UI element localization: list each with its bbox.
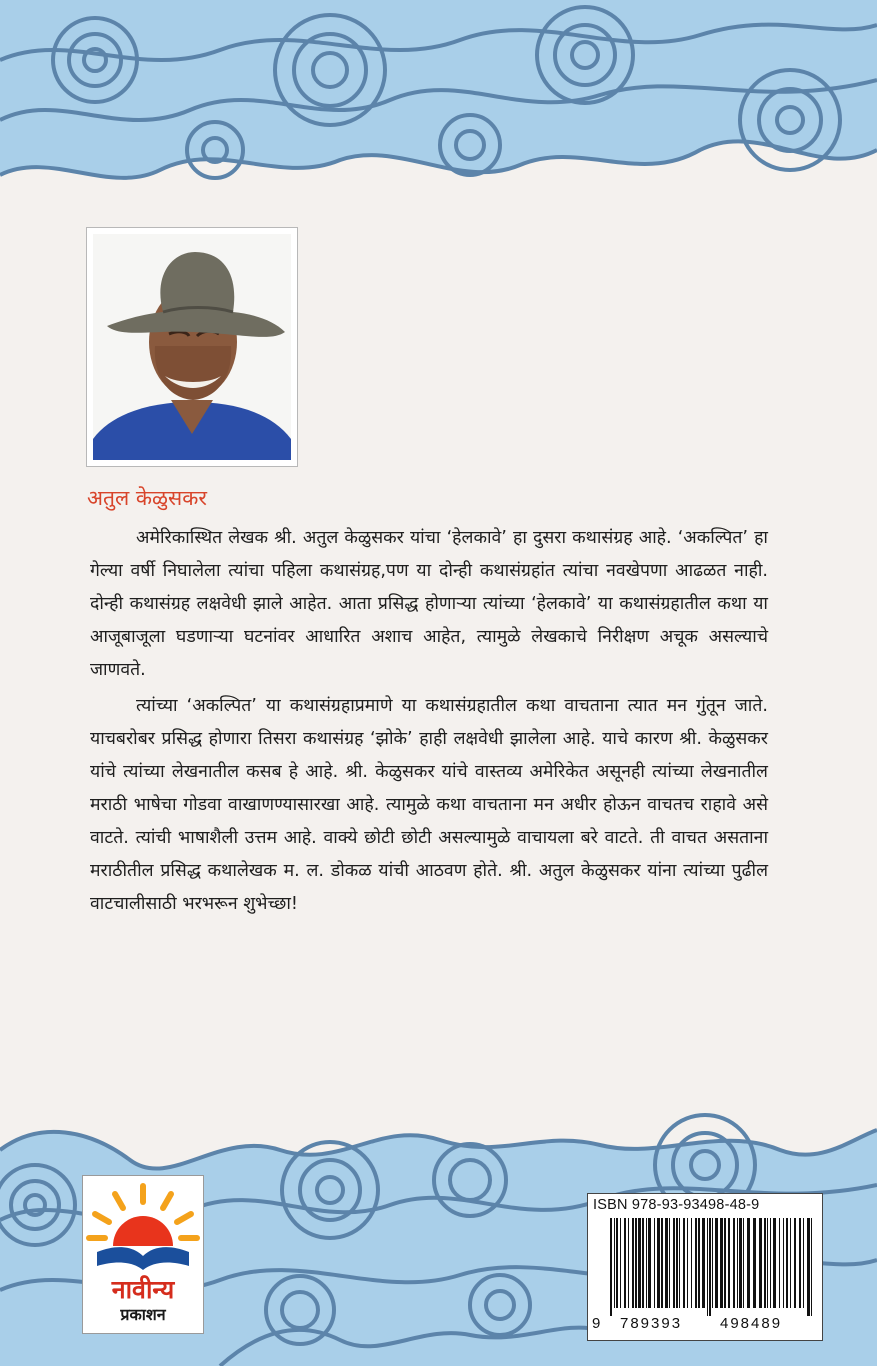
publisher-subtitle: प्रकाशन — [120, 1305, 166, 1324]
barcode-digits-left: 789393 — [620, 1315, 683, 1332]
barcode-digit-first: 9 — [592, 1315, 601, 1332]
barcode-digits-right: 498489 — [720, 1315, 783, 1332]
isbn-label: ISBN 978-93-93498-48-9 — [593, 1197, 760, 1213]
author-photo-frame — [86, 227, 298, 467]
publisher-logo — [82, 1175, 204, 1334]
rising-sun-book-icon — [83, 1176, 203, 1274]
barcode-icon — [590, 1216, 820, 1318]
publisher-name: नावीन्य — [111, 1275, 175, 1304]
book-blurb — [90, 522, 768, 921]
isbn-barcode — [587, 1193, 823, 1341]
author-name: अतुल केळुसकर — [87, 486, 207, 510]
barcode-digits — [592, 1315, 820, 1337]
decorative-wave-pattern-top — [0, 0, 877, 215]
blurb-paragraph-1: अमेरिकास्थित लेखक श्री. अतुल केळुसकर यांचा ‘हेलकावे’ हा दुसरा कथासंग्रह आहे. ‘अकल्पित’ हा गेल्या वर्षी निघालेला त्यांचा पहिला कथासंग्रह,पण या दोन्ही कथासंग्रहांत त्यांचा नवखेपणा आढळत नाही. दोन्ही कथासंग्रह लक्षवेधी झाले आहेत. आता प्रसिद्ध होणाऱ्या त्यांच्या ‘हेलकावे’ या कथासंग्रहातील कथा या आजूबाजूला घडणाऱ्या घटनांवर आधारित अशाच आहेत, त्यामुळे लेखकाचे निरीक्षण अचूक असल्याचे जाणवते. — [90, 528, 768, 680]
blurb-paragraph-2: त्यांच्या ‘अकल्पित’ या कथासंग्रहाप्रमाणे या कथासंग्रहातील कथा वाचताना त्यात मन गुंतून जाते. याचबरोबर प्रसिद्ध होणारा तिसरा कथासंग्रह ‘झोके’ हाही लक्षवेधी झालेला आहे. याचे कारण श्री. केळुसकर यांचे त्यांच्या लेखनातील कसब हे आहे. श्री. केळुसकर यांचे वास्तव्य अमेरिकेत असूनही त्यांच्या लेखनातील मराठी भाषेचा गोडवा वाखाणण्यासारखा आहे. त्यामुळे कथा वाचताना मन अधीर होऊन वाचतच राहावे असे वाटते. त्यांची भाषाशैली उत्तम आहे. वाक्ये छोटी छोटी असल्यामुळे वाचायला बरे वाटते. ती वाचत असताना मराठीतील प्रसिद्ध कथालेखक म. ल. डोकळ यांची आठवण होते. श्री. अतुल केळुसकर यांना त्यांच्या पुढील वाटचालीसाठी भरभरून शुभेच्छा! — [90, 696, 768, 914]
author-portrait-icon — [93, 234, 291, 460]
